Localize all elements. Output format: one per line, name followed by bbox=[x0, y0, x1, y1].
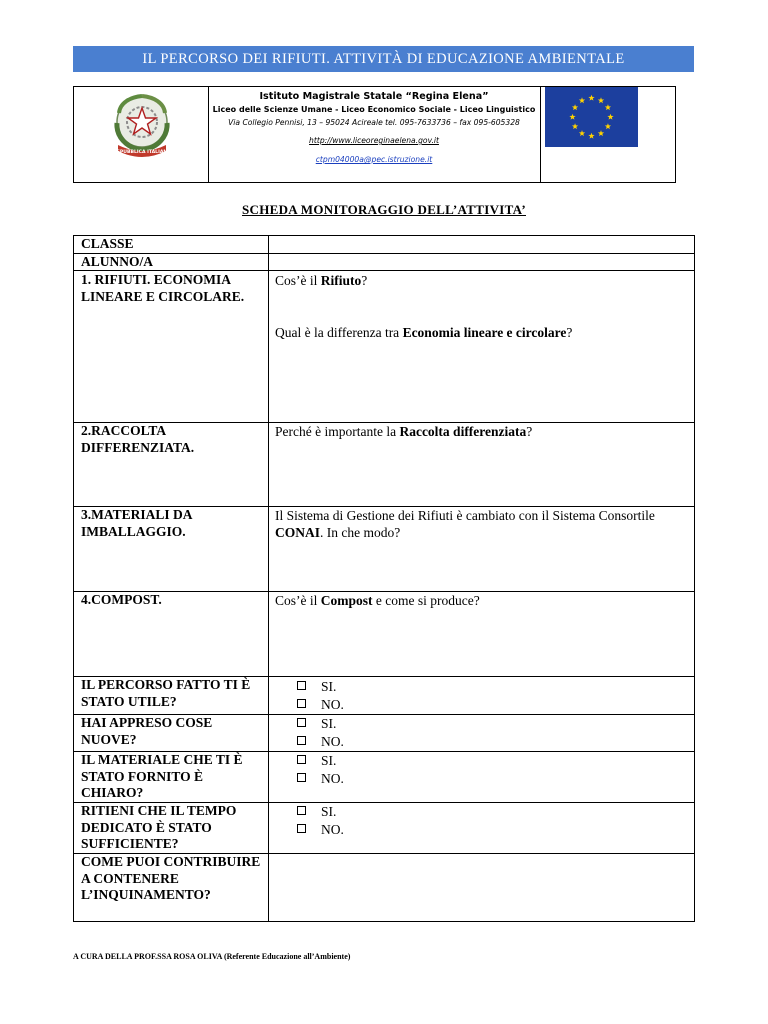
question-cell[interactable] bbox=[269, 271, 695, 423]
row-label: 4.COMPOST. bbox=[74, 592, 269, 677]
question-text: Cos’è il bbox=[275, 593, 321, 608]
italian-emblem-icon bbox=[108, 91, 176, 159]
row-label: IL MATERIALE CHE TI È STATO FORNITO È CHIARO? bbox=[74, 752, 269, 803]
option-label: SI. bbox=[321, 716, 337, 731]
question-text: Qual è la differenza tra bbox=[275, 325, 403, 340]
banner-title: IL PERCORSO DEI RIFIUTI. ATTIVITÀ DI EDUCAZIONE AMBIENTALE bbox=[73, 46, 694, 72]
option-label: NO. bbox=[321, 734, 344, 749]
monitoring-table bbox=[73, 235, 695, 922]
table-row bbox=[74, 854, 695, 922]
row-label: IL PERCORSO FATTO TI È STATO UTILE? bbox=[74, 677, 269, 715]
svg-text:REPUBBLICA ITALIANA: REPUBBLICA ITALIANA bbox=[113, 150, 171, 155]
row-label: CLASSE bbox=[74, 236, 269, 254]
school-info-cell bbox=[208, 87, 541, 182]
question-cell[interactable] bbox=[269, 423, 695, 507]
table-row bbox=[74, 271, 695, 423]
table-row bbox=[74, 715, 695, 752]
question-text: . In che modo? bbox=[320, 525, 401, 540]
yes-no-cell bbox=[269, 677, 695, 715]
checkbox-si[interactable] bbox=[297, 718, 306, 727]
page-title: SCHEDA MONITORAGGIO DELL’ATTIVITA’ bbox=[242, 202, 526, 217]
question-text: Il Sistema di Gestione dei Rifiuti è cambiato con il Sistema Consortile bbox=[275, 508, 655, 523]
checkbox-no[interactable] bbox=[297, 773, 306, 782]
table-row bbox=[74, 423, 695, 507]
option-label: NO. bbox=[321, 771, 344, 786]
option-label: SI. bbox=[321, 679, 337, 694]
question-text: ? bbox=[361, 273, 368, 288]
yes-no-cell bbox=[269, 803, 695, 854]
question-keyword: Rifiuto bbox=[320, 273, 362, 288]
school-name: Istituto Magistrale Statale “Regina Elena” bbox=[259, 91, 489, 102]
question-text: ? bbox=[526, 424, 533, 439]
option-label: SI. bbox=[321, 753, 337, 768]
table-row bbox=[74, 236, 695, 254]
option-label: NO. bbox=[321, 822, 344, 837]
question-text: e come si produce? bbox=[372, 593, 480, 608]
answer-input-cell[interactable] bbox=[269, 854, 695, 922]
row-label: ALUNNO/A bbox=[74, 253, 269, 271]
row-label: 2.RACCOLTA DIFFERENZIATA. bbox=[74, 423, 269, 507]
school-address: Via Collegio Pennisi, 13 – 95024 Acireale tel. 095-7633736 – fax 095-605328 bbox=[228, 118, 520, 127]
option-label: SI. bbox=[321, 804, 337, 819]
question-text: Cos’è il bbox=[275, 273, 321, 288]
row-label: HAI APPRESO COSE NUOVE? bbox=[74, 715, 269, 752]
question-keyword: CONAI bbox=[275, 525, 321, 540]
yes-no-cell bbox=[269, 715, 695, 752]
question-text: Perché è importante la bbox=[275, 424, 400, 439]
question-cell[interactable] bbox=[269, 592, 695, 677]
table-row bbox=[74, 803, 695, 854]
checkbox-si[interactable] bbox=[297, 806, 306, 815]
table-row bbox=[74, 253, 695, 271]
table-row bbox=[74, 507, 695, 592]
checkbox-no[interactable] bbox=[297, 824, 306, 833]
row-label: RITIENI CHE IL TEMPO DEDICATO È STATO SUFFICIENTE? bbox=[74, 803, 269, 854]
yes-no-cell bbox=[269, 752, 695, 803]
school-email-link[interactable]: ctpm04000a@pec.istruzione.it bbox=[315, 155, 433, 164]
checkbox-no[interactable] bbox=[297, 699, 306, 708]
table-row bbox=[74, 752, 695, 803]
school-licei: Liceo delle Scienze Umane - Liceo Economico Sociale - Liceo Linguistico bbox=[212, 105, 536, 114]
eu-flag-icon bbox=[545, 87, 638, 147]
classe-input-cell[interactable] bbox=[269, 236, 695, 254]
alunno-input-cell[interactable] bbox=[269, 253, 695, 271]
school-header bbox=[73, 86, 676, 183]
checkbox-no[interactable] bbox=[297, 736, 306, 745]
question-text: ? bbox=[566, 325, 573, 340]
logo-cell bbox=[74, 87, 209, 182]
row-label: COME PUOI CONTRIBUIRE A CONTENERE L’INQUINAMENTO? bbox=[74, 854, 269, 922]
question-keyword: Raccolta differenziata bbox=[399, 424, 527, 439]
question-keyword: Economia lineare e circolare bbox=[402, 325, 567, 340]
checkbox-si[interactable] bbox=[297, 755, 306, 764]
row-label: 3.MATERIALI DA IMBALLAGGIO. bbox=[74, 507, 269, 592]
footer-credit: A CURA DELLA PROF.SSA ROSA OLIVA (Referente Educazione all’Ambiente) bbox=[73, 952, 351, 961]
question-keyword: Compost bbox=[320, 593, 373, 608]
school-website-link[interactable]: http://www.liceoreginaelena.gov.it bbox=[309, 136, 439, 145]
flag-cell bbox=[540, 87, 675, 182]
row-label: 1. RIFIUTI. ECONOMIA LINEARE E CIRCOLARE. bbox=[74, 271, 269, 423]
table-row bbox=[74, 592, 695, 677]
checkbox-si[interactable] bbox=[297, 681, 306, 690]
option-label: NO. bbox=[321, 697, 344, 712]
table-row bbox=[74, 677, 695, 715]
question-cell[interactable] bbox=[269, 507, 695, 592]
